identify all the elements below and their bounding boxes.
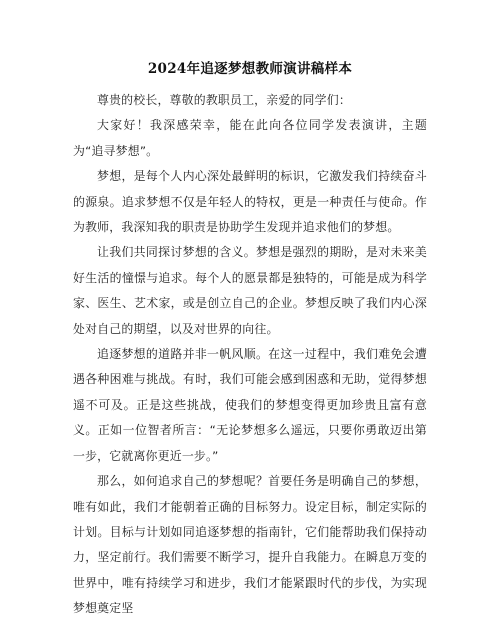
body-paragraph: 那么，如何追求自己的梦想呢？首要任务是明确自己的梦想，唯有如此，我们才能朝着正确的目标努力。设定目标，制定实际的计划。目标与计划如同追逐梦想的指南针，它们能帮助我们保持动力，坚定前行。我们需要不断学习，提升自我能力。在瞬息万变的世界中，唯有持续学习和进步，我们才能紧跟时代的步伐，为实现梦想奠定坚 (73, 474, 427, 616)
body-paragraph: 梦想，是每个人内心深处最鲜明的标识，它激发我们持续奋斗的源泉。追求梦想不仅是年轻人的特权，更是一种责任与使命。作为教师，我深知我的职责是协助学生发现并追求他们的梦想。 (73, 169, 427, 235)
body-paragraph: 让我们共同探讨梦想的含义。梦想是强烈的期盼，是对未来美好生活的憧憬与追求。每个人的愿景都是独特的，可能是成为科学家、医生、艺术家，或是创立自己的企业。梦想反映了我们内心深处对自己的期望，以及对世界的向往。 (73, 245, 427, 336)
body-paragraph: 大家好！我深感荣幸，能在此向各位同学发表演讲，主题为“追寻梦想”。 (73, 118, 427, 158)
document-title: 2024年追逐梦想教师演讲稿样本 (147, 61, 353, 77)
greeting-paragraph: 尊贵的校长，尊敬的教职员工，亲爱的同学们： (97, 93, 351, 107)
body-paragraph: 追逐梦想的道路并非一帆风顺。在这一过程中，我们难免会遭遇各种困难与挑战。有时，我们可能会感到困惑和无助，觉得梦想遥不可及。正是这些挑战，使我们的梦想变得更加珍贵且富有意义。正如一位智者所言：“无论梦想多么遥远，只要你勇敢迈出第一步，它就离你更近一步。” (73, 347, 427, 463)
document-body (73, 88, 427, 622)
